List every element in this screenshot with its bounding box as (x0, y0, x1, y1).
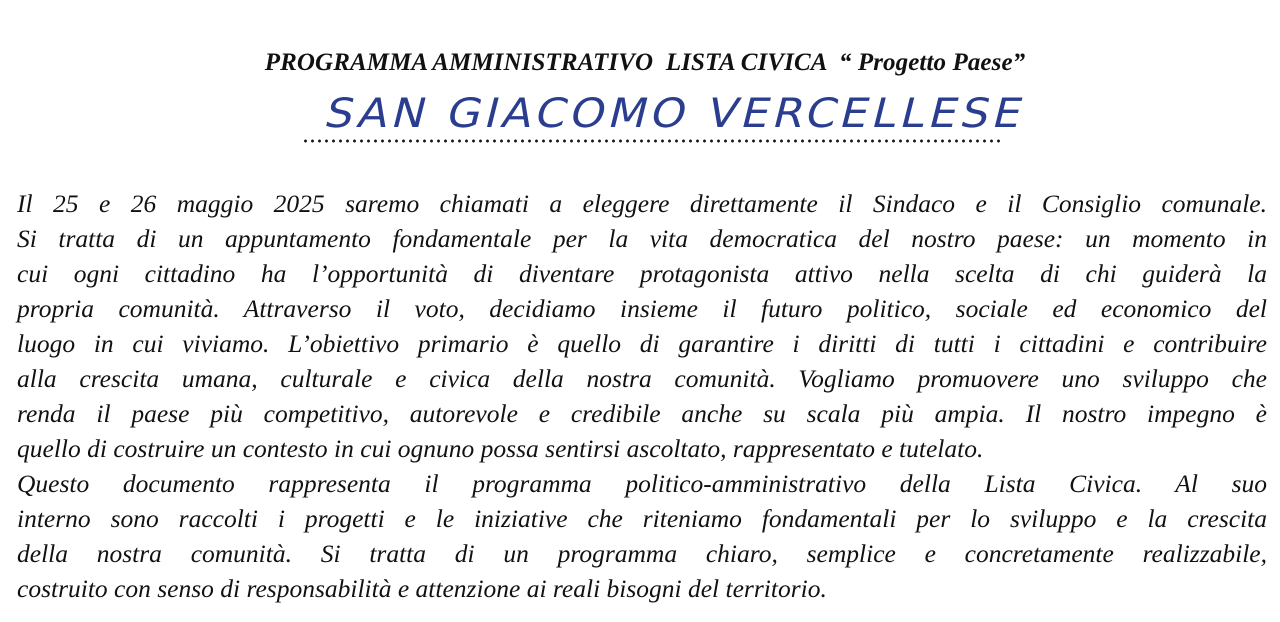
body-line: Questo documento rappresenta il programma politico-amministrativo della Lista Civica. Al suo (17, 469, 1267, 498)
body-line: cui ogni cittadino ha l’opportunità di diventare protagonista attivo nella scelta di chi guiderà la (17, 259, 1267, 288)
body-line: propria comunità. Attraverso il voto, decidiamo insieme il futuro politico, sociale ed economico del (17, 294, 1267, 323)
body-line: quello di costruire un contesto in cui ognuno possa sentirsi ascoltato, rappresentato e tutelato. (17, 434, 984, 463)
body-line: della nostra comunità. Si tratta di un programma chiaro, semplice e concretamente realizzabile, (17, 539, 1267, 568)
body-line: renda il paese più competitivo, autorevole e credibile anche su scala più ampia. Il nostro impegno è (17, 399, 1267, 428)
body-line: interno sono raccolti i progetti e le iniziative che riteniamo fondamentali per lo sviluppo e la crescita (17, 504, 1267, 533)
body-line: costruito con senso di responsabilità e attenzione ai reali bisogni del territorio. (17, 574, 827, 603)
dotted-fill-line (302, 138, 1002, 144)
body-line: Si tratta di un appuntamento fondamentale per la vita democratica del nostro paese: un momento in (17, 224, 1267, 253)
handwritten-town-name: SAN GIACOMO VERCELLESE (320, 90, 1032, 137)
document-title: PROGRAMMA AMMINISTRATIVO LISTA CIVICA “ Progetto Paese” (264, 49, 1026, 76)
body-line: luogo in cui viviamo. L’obiettivo primario è quello di garantire i diritti di tutti i cittadini e contribuire (17, 329, 1267, 358)
body-line: Il 25 e 26 maggio 2025 saremo chiamati a eleggere direttamente il Sindaco e il Consiglio comunale. (17, 189, 1267, 218)
document-body (17, 186, 1267, 606)
body-line: alla crescita umana, culturale e civica della nostra comunità. Vogliamo promuovere uno sviluppo che (17, 364, 1267, 393)
town-name-field (302, 90, 1032, 150)
